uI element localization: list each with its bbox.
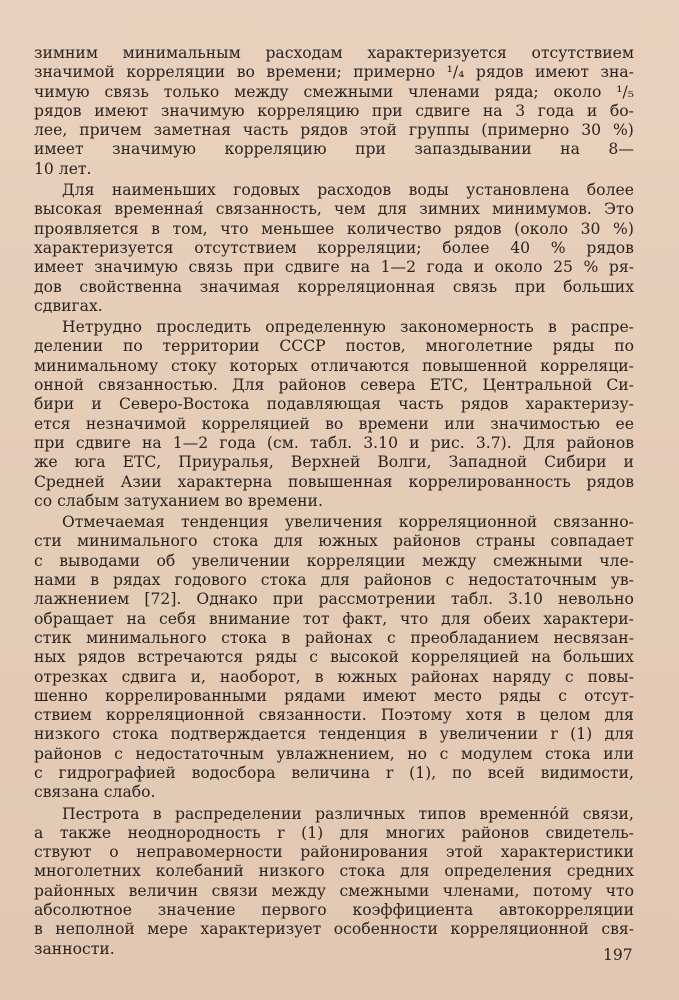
- text-line: же юга ЕТС, Приуралья, Верхней Волги, Западной Сибири и: [34, 453, 634, 472]
- text-line: дов свойственна значимая корреляционная связь при больших: [34, 277, 634, 296]
- text-line: абсолютное значение первого коэффициента автокорреляции: [34, 901, 634, 920]
- text-line: ется незначимой корреляцией во времени или значимостью ее: [34, 414, 634, 433]
- paragraph: [34, 44, 634, 179]
- text-line: Нетрудно проследить определенную закономерность в распре-: [62, 318, 634, 337]
- text-line: чимую связь только между смежными членами ряда; около ¹/₅: [34, 82, 634, 101]
- text-line: 10 лет.: [34, 159, 92, 178]
- paragraph: [34, 805, 634, 959]
- text-line: Средней Азии характерна повышенная коррелированность рядов: [34, 472, 634, 491]
- text-line: бири и Северо-Востока подавляющая часть рядов характеризу-: [34, 395, 634, 414]
- text-line: стик минимального стока в районах с преобладанием несвязан-: [34, 628, 634, 647]
- text-line: районов с недостаточным увлажнением, но с модулем стока или: [34, 744, 634, 763]
- text-line: а также неоднородность r (1) для многих районов свидетель-: [34, 823, 634, 842]
- text-line: характеризуется отсутствием корреляции; более 40 % рядов: [34, 238, 634, 257]
- text-line: ствуют о неправомерности районирования этой характеристики: [34, 843, 634, 862]
- text-line: при сдвиге на 1—2 года (см. табл. 3.10 и рис. 3.7). Для районов: [34, 433, 634, 452]
- text-line: шенно коррелированными рядами имеют место ряды с отсут-: [34, 686, 634, 705]
- text-line: зимним минимальным расходам характеризуется отсутствием: [34, 44, 634, 62]
- text-line: многолетних колебаний низкого стока для определения средних: [34, 862, 634, 881]
- text-line: Для наименьших годовых расходов воды установлена более: [62, 181, 634, 200]
- text-line: рядов имеют значимую корреляцию при сдвиге на 3 года и бо-: [34, 101, 634, 120]
- text-line: занности.: [34, 939, 115, 958]
- text-line: значимой корреляции во времени; примерно ¹/₄ рядов имеют зна-: [34, 63, 634, 82]
- body-text: [34, 44, 634, 959]
- text-line: связана слабо.: [34, 783, 156, 802]
- text-line: проявляется в том, что меньшее количество рядов (около 30 %): [34, 219, 634, 238]
- text-line: высокая временная́ связанность, чем для зимних минимумов. Это: [34, 200, 634, 219]
- page-number: 197: [603, 946, 633, 964]
- text-line: с гидрографией водосбора величина r (1), по всей видимости,: [34, 763, 634, 782]
- paragraph: [34, 513, 634, 802]
- text-line: минимальному стоку которых отличаются повышенной корреляци-: [34, 356, 634, 375]
- text-line: в неполной мере характеризует особенности корреляционной свя-: [34, 920, 634, 939]
- paragraph: [34, 181, 634, 316]
- text-line: Отмечаемая тенденция увеличения корреляционной связанно-: [62, 513, 634, 532]
- text-line: лажнением [72]. Однако при рассмотрении табл. 3.10 невольно: [34, 590, 634, 609]
- text-line: обращает на себя внимание тот факт, что для обеих характери-: [34, 609, 634, 628]
- text-line: низкого стока подтверждается тенденция в увеличении r (1) для: [34, 725, 634, 744]
- text-line: ствием корреляционной связанности. Поэтому хотя в целом для: [34, 706, 634, 725]
- text-line: отрезках сдвига и, наоборот, в южных районах наряду с повы-: [34, 667, 634, 686]
- text-line: имеет значимую связь при сдвиге на 1—2 года и около 25 % ря-: [34, 258, 634, 277]
- text-line: имеет значимую корреляцию при запаздывании на 8—: [34, 140, 634, 159]
- text-line: лее, причем заметная часть рядов этой группы (примерно 30 %): [34, 121, 634, 140]
- text-line: с выводами об увеличении корреляции между смежными чле-: [34, 551, 634, 570]
- text-line: сти минимального стока для южных районов страны совпадает: [34, 532, 634, 551]
- text-line: делении по территории СССР постов, многолетние ряды по: [34, 337, 634, 356]
- text-line: ных рядов встречаются ряды с высокой корреляцией на больших: [34, 648, 634, 667]
- text-line: онной связанностью. Для районов севера ЕТС, Центральной Си-: [34, 376, 634, 395]
- text-line: со слабым затуханием во времени.: [34, 491, 323, 510]
- text-line: районных величин связи между смежными членами, потому что: [34, 881, 634, 900]
- text-line: сдвигах.: [34, 296, 103, 315]
- text-line: Пестрота в распределении различных типов временно́й связи,: [62, 804, 634, 823]
- paragraph: [34, 318, 634, 511]
- text-line: нами в рядах годового стока для районов с недостаточным ув-: [34, 571, 634, 590]
